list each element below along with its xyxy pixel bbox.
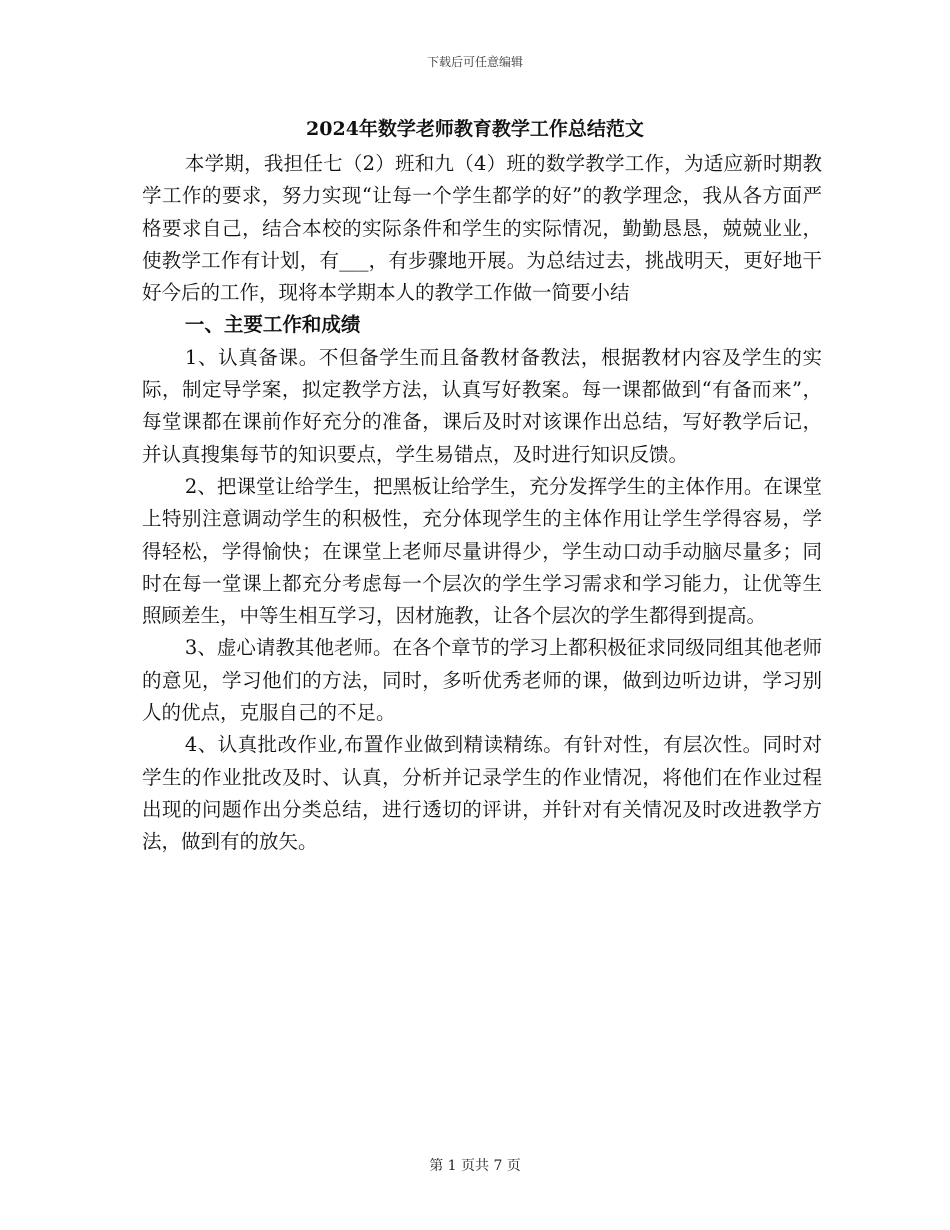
intro-paragraph: 本学期，我担任七（2）班和九（4）班的数学教学工作，为适应新时期教学工作的要求，努力实现“让每一个学生都学的好”的教学理念，我从各方面严格要求自己，结合本校的实际条件和学生的实际情况，勤勤恳恳，兢兢业业，使教学工作有计划，有___，有步骤地开展。为总结过去，挑战明天，更好地干好今后的工作，现将本学期本人的教学工作做一简要小结 bbox=[142, 152, 822, 305]
download-edit-note: 下载后可任意编辑 bbox=[426, 55, 523, 69]
work-item-paragraph: 4、认真批改作业,布置作业做到精读精练。有针对性，有层次性。同时对学生的作业批改及时、认真，分析并记录学生的作业情况，将他们在作业过程出现的问题作出分类总结，进行透切的评讲，并针对有关情况及时改进教学方法，做到有的放矢。 bbox=[142, 733, 822, 854]
document-title: 2024年数学老师教育教学工作总结范文 bbox=[306, 118, 644, 140]
section-heading-main-work: 一、主要工作和成绩 bbox=[184, 313, 361, 337]
work-item-paragraph: 1、认真备课。不但备学生而且备教材备教法，根据教材内容及学生的实际，制定导学案，拟定教学方法，认真写好教案。每一课都做到“有备而来”，每堂课都在课前作好充分的准备，课后及时对该课作出总结，写好教学后记，并认真搜集每节的知识要点，学生易错点，及时进行知识反馈。 bbox=[142, 345, 822, 466]
work-item-paragraph: 3、虚心请教其他老师。在各个章节的学习上都积极征求同级同组其他老师的意见，学习他们的方法，同时，多听优秀老师的课，做到边听边讲，学习别人的优点，克服自己的不足。 bbox=[142, 636, 822, 725]
work-item-paragraph: 2、把课堂让给学生，把黑板让给学生，充分发挥学生的主体作用。在课堂上特别注意调动学生的积极性，充分体现学生的主体作用让学生学得容易，学得轻松，学得愉快；在课堂上老师尽量讲得少，学生动口动手动脑尽量多；同时在每一堂课上都充分考虑每一个层次的学生学习需求和学习能力，让优等生照顾差生，中等生相互学习，因材施教，让各个层次的学生都得到提高。 bbox=[142, 474, 822, 628]
document-body bbox=[142, 148, 822, 859]
page-indicator: 第 1 页共 7 页 bbox=[429, 1158, 521, 1174]
